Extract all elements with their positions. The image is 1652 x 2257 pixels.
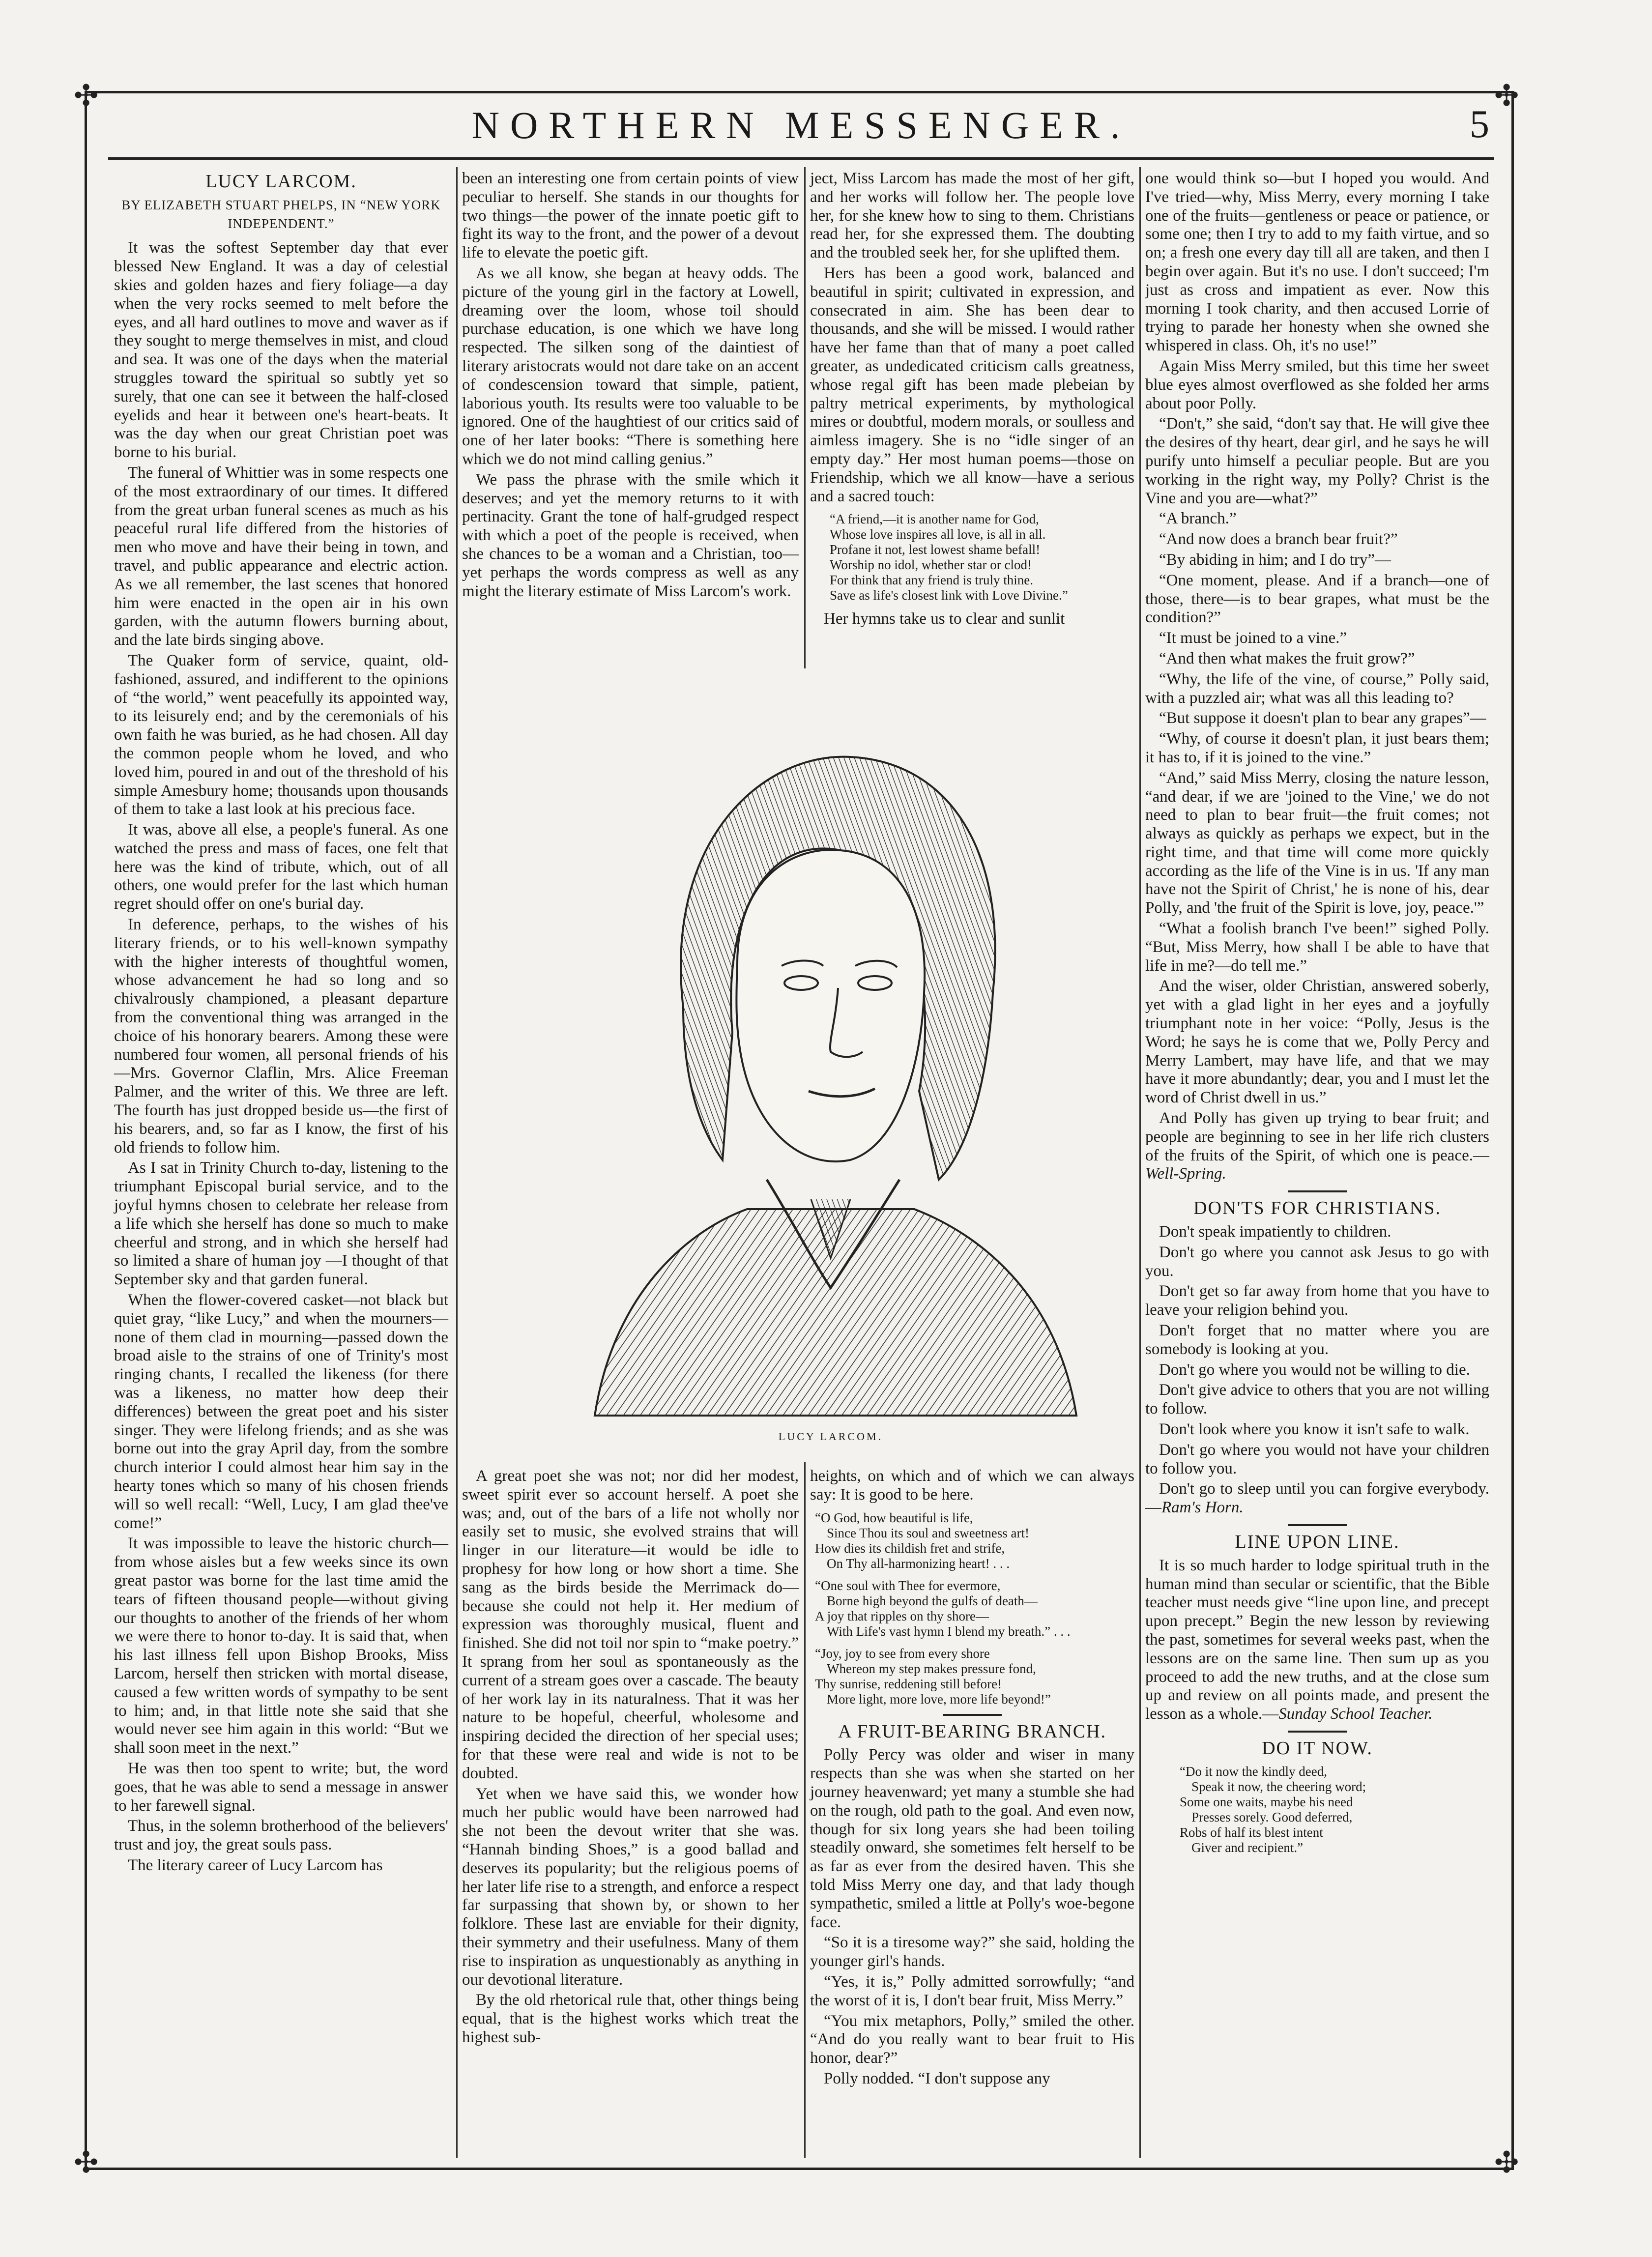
paragraph: It was the softest September day that ever blessed New England. It was a day of celestial skies and golden hazes and fiery foliage—a day when the very rocks seemed to melt before the eyes, and all hard outlines to move and waver as if they sought to merge themselves in mist, and cloud and sea. It was one of the days when the material struggles toward the spiritual so subtly yet so surely, that one can see it between the half-closed eyelids and hear it between one's heart-beats. It was the day when our great Christian poet was borne to his burial.	[114, 239, 448, 462]
article-continued-col2-top	[462, 170, 799, 603]
dont-item	[1145, 1480, 1489, 1517]
page-number: 5	[1470, 103, 1489, 146]
poem-line: With Life's vast hymn I blend my breath.” . . .	[827, 1623, 1071, 1639]
corner-ornament-top-right: ✣	[1494, 80, 1519, 112]
dont-item: Don't get so far away from home that you have to leave your religion behind you.	[1145, 1282, 1489, 1319]
paragraph: The Quaker form of service, quaint, old-fashioned, assured, and indifferent to the opinions of “the world,” went peacefully its appointed way, to its leisurely end; and by the ceremonials of his own faith he was buried, as he had chosen. All day the common people whom he loved, and who loved him, poured in and out of the threshold of his simple Amesbury home; thousands upon thousands of them to take a last look at his precious face.	[114, 651, 448, 818]
paragraph: As we all know, she began at heavy odds. The picture of the young girl in the factory at Lowell, dreaming over the loom, whose toil should purchase education, is one which we have long respected. The silken song of the daintiest of literary aristocrats would not dare take on an accent of condescension toward that simple, patient, laborious youth. Its results were too valuable to be ignored. One of the haughtiest of our critics said of one of her later books: “There is something here which we do not mind calling genius.”	[462, 264, 799, 468]
paragraph: ject, Miss Larcom has made the most of her gift, and her works will follow her. The people love her, for she knew how to sing to them. Christians read her, for she expressed them. The doubting and the troubled seek her, for she uplifted them.	[810, 170, 1134, 262]
paragraph: The literary career of Lucy Larcom has	[128, 1856, 383, 1874]
source-credit: Well-Spring.	[1145, 1165, 1226, 1183]
paragraph: Polly nodded. “I don't suppose any	[824, 2069, 1050, 2087]
col3-bottom	[810, 1467, 1134, 2090]
paragraph: The funeral of Whittier was in some respects one of the most extraordinary of our times. It differed from the great urban funeral scenes as much as his peaceful rural life differed from the histories of men who move and have their being in town, and travel, and public appearance and electric action. As we all remember, the last scenes that honored him were enacted in the open air in his own garden, with the autumn flowers burning about, and the late birds singing above.	[114, 463, 448, 649]
paragraph	[1145, 1557, 1489, 1724]
article-byline: BY ELIZABETH STUART PHELPS, IN “NEW YORK INDEPENDENT.”	[121, 197, 441, 231]
paragraph: been an interesting one from certain points of view peculiar to herself. She stands in our thoughts for two things—the power of the innate poetic gift to fight its way to the front, and the power of a devout life to elevate the poetic gift.	[462, 170, 799, 262]
do-it-now-poem	[1180, 1764, 1489, 1855]
dont-text: Don't go to sleep until you can forgive everybody.—	[1145, 1480, 1489, 1517]
poem-line: Robs of half its blest intent	[1180, 1824, 1323, 1840]
paragraph: Her hymns take us to clear and sunlit	[824, 610, 1065, 628]
poem-line: Whereon my step makes pressure fond,	[827, 1661, 1036, 1676]
poem-line: Speak it now, the cheering word;	[1191, 1779, 1366, 1794]
paragraph-text: And Polly has given up trying to bear fruit; and people are beginning to see in her life rich clusters of the fruits of the Spirit, of which one is peace.—	[1145, 1109, 1489, 1164]
poem-line: More light, more love, more life beyond!”	[827, 1691, 1051, 1707]
dont-item: Don't give advice to others that you are not willing to follow.	[1145, 1381, 1489, 1418]
donts-title: DON'TS FOR CHRISTIANS.	[1193, 1198, 1441, 1219]
corner-ornament-top-left: ✣	[74, 80, 99, 112]
paragraph-text: It is so much harder to lodge spiritual truth in the human mind than secular or scientific, that the Bible teacher must needs give “line upon line, and precept upon precept.” Begin the new lesson by reviewing the past, sometimes for several weeks past, when the lessons are on the same line. Then sum up as you proceed to add the new truths, and at the close sum up and review on all points made, and present the lesson as a whole.—	[1145, 1556, 1489, 1723]
poem-gap	[815, 1571, 1134, 1578]
story-title: A FRUIT-BEARING BRANCH.	[838, 1721, 1107, 1742]
section-divider	[1288, 1731, 1347, 1733]
column-rule-2-bottom	[804, 1462, 806, 2158]
paragraph: “And now does a branch bear fruit?”	[1159, 530, 1398, 549]
paragraph: Thus, in the solemn brotherhood of the believers' trust and joy, the great souls pass.	[114, 1817, 448, 1854]
paragraph: “You mix metaphors, Polly,” smiled the other. “And do you really want to bear fruit to His honor, dear?”	[810, 2012, 1134, 2067]
do-it-now-title: DO IT NOW.	[1262, 1737, 1373, 1759]
portrait-engraving	[536, 688, 1126, 1425]
paragraph: It was impossible to leave the historic church—from whose aisles but a few weeks since its own great pastor was borne for the last time amid the tears of fifteen thousand people—without giving our thoughts to another of the friends of her whom we were there to honor to-day. It is said that, when his last illness fell upon Bishop Brooks, Miss Larcom, herself then stricken with mortal disease, caused a few written words of sympathy to be sent to him; and, in that little note she said that she would never see him again in this world: “But we shall soon meet in the next.”	[114, 1534, 448, 1757]
column-rule-2-top	[804, 167, 806, 668]
paragraph: When the flower-covered casket—not black but quiet gray, “like Lucy,” and when the mourners—none of them clad in mourning—passed down the broad aisle to the strains of one of Trinity's most ringing chants, I recalled the likeness (for there was a likeness, no matter how deep their differences) between the great poet and his sister singer. They were lifelong friends; and as she was borne out into the gray April day, from the sombre church interior I could almost hear him say in the hearty tones which so many of his chosen friends will so well recall: “Well, Lucy, I am glad thee've come!”	[114, 1291, 448, 1532]
poem-line: Since Thou its soul and sweetness art!	[827, 1525, 1029, 1540]
corner-ornament-bottom-right: ✣	[1494, 2146, 1519, 2179]
article-lucy-larcom	[114, 170, 448, 1877]
portrait-caption: LUCY LARCOM.	[778, 1430, 883, 1443]
section-divider	[1288, 1190, 1347, 1192]
face	[736, 850, 925, 1161]
masthead-rule	[108, 157, 1494, 160]
paragraph: “Yes, it is,” Polly admitted sorrowfully; “and the worst of it is, I don't bear fruit, Miss Merry.”	[810, 1972, 1134, 2009]
dont-item: Don't forget that no matter where you are somebody is looking at you.	[1145, 1322, 1489, 1358]
paragraph: “Why, of course it doesn't plan, it just bears them; it has to, if it is joined to the vine.”	[1145, 730, 1489, 766]
paragraph: Yet when we have said this, we wonder how much her public would have been narrowed had she not been the devout writer that she was. “Hannah binding Shoes,” is a good ballad and deserves its popularity; but the religious poems of her later life rise to a strength, and enforce a respect far surpassing that shown by, or shown to her folklore. These last are enviable for their dignity, their symmetry and their usefulness. Many of them rise to inspiration as unquestionably as anything in our devotional literature.	[462, 1785, 799, 1989]
poem-line: A joy that ripples on thy shore—	[815, 1608, 989, 1623]
paragraph: It was, above all else, a people's funeral. As one watched the press and mass of faces, one felt that here was the kind of tribute, which, out of all others, one would prefer for the last which human regret should offer on one's burial day.	[114, 821, 448, 913]
poem-line: For think that any friend is truly thine.	[830, 573, 1033, 588]
paragraph: “So it is a tiresome way?” she said, holding the younger girl's hands.	[810, 1934, 1134, 1970]
column-rule-1	[456, 167, 458, 2158]
dont-item: Don't look where you know it isn't safe to walk.	[1159, 1420, 1470, 1438]
paragraph: As I sat in Trinity Church to-day, listening to the triumphant Episcopal burial service, and to the joyful hymns chosen to celebrate her release from a life which she herself has done so much to make cheerful and strong, and in which she herself had so limited a share of human joy —I thought of that September sky and that garden funeral.	[114, 1159, 448, 1289]
paragraph: Polly Percy was older and wiser in many respects than she was when she started on her journey heavenward; yet many a stumble she had on the rough, old path to the goal. And even now, though for six long years she had been toiling steadily onward, she sometimes felt herself to be as far as ever from the desired haven. This she told Miss Merry one day, and that lady though sympathetic, smiled a little at Polly's woe-begone face.	[810, 1746, 1134, 1931]
paragraph: He was then too spent to write; but, the word goes, that he was able to send a message in answer to her farewell signal.	[114, 1759, 448, 1815]
newspaper-title: NORTHERN MESSENGER.	[471, 104, 1131, 146]
poem-line: Giver and recipient.”	[1191, 1840, 1304, 1855]
dont-item: Don't go where you would not have your children to follow you.	[1145, 1441, 1489, 1477]
column-rule-3	[1139, 167, 1141, 2158]
article-title: LUCY LARCOM.	[205, 171, 357, 192]
paragraph	[1145, 1109, 1489, 1184]
paragraph: “And,” said Miss Merry, closing the nature lesson, “and dear, if we are 'joined to the Vine,' we do not need to plan to bear fruit—the fruit comes; not always as quickly as perhaps we expect, but in the right time, and that time will come more quickly according as the life of the Vine is in us. 'If any man have not the Spirit of Christ,' he is none of his, dear Polly, and 'the fruit of the Spirit is love, joy, peace.'”	[1145, 769, 1489, 917]
paragraph: “Don't,” she said, “don't say that. He will give thee the desires of thy heart, dear girl, and he says he will purify unto himself a peculiar people. But are you working in the right way, my Polly? Christ is the Vine and you are—what?”	[1145, 415, 1489, 507]
article-continued-col2-bottom	[462, 1467, 799, 2049]
dont-item: Don't go where you cannot ask Jesus to go with you.	[1145, 1243, 1489, 1280]
paragraph: “What a foolish branch I've been!” sighed Polly. “But, Miss Merry, how shall I be able to have that life in me?—do tell me.”	[1145, 920, 1489, 975]
poem-line: “O God, how beautiful is life,	[815, 1510, 973, 1525]
poem-line: Some one waits, maybe his need	[1180, 1794, 1353, 1809]
paragraph: “By abiding in him; and I do try”—	[1159, 550, 1391, 569]
poem-gap	[815, 1639, 1134, 1646]
poem-line: “Joy, joy to see from every shore	[815, 1646, 990, 1661]
paragraph: By the old rhetorical rule that, other things being equal, that is the highest works which treat the highest sub-	[462, 1991, 799, 2046]
line-upon-line-title: LINE UPON LINE.	[1235, 1531, 1400, 1552]
friendship-poem	[830, 512, 1134, 603]
paragraph: A great poet she was not; nor did her modest, sweet spirit ever so account herself. A poet she was; and, out of the bars of a life not wholly nor easily set to music, she evolved strains that will linger in our literature—it would be idle to prophesy for how long or how short a time. She sang as the birds beside the Merrimack do—because she could not help it. Her medium of expression was thoroughly musical, fluent and finished. She did not toil nor spin to “make poetry.” It sprang from her soul as spontaneously as the current of a stream goes over a cascade. The beauty of her work lay in its naturalness. That it was her nature to be hopeful, cheerful, wholesome and inspiring decided the direction of her special uses; for that these were real and wide is not to be doubted.	[462, 1467, 799, 1782]
paragraph: Again Miss Merry smiled, but this time her sweet blue eyes almost overflowed as she folded her arms about poor Polly.	[1145, 357, 1489, 412]
masthead	[98, 98, 1504, 147]
paragraph: “A branch.”	[1159, 510, 1237, 528]
poem-line: Profane it not, lest lowest shame befall!	[830, 542, 1041, 557]
section-divider	[943, 1714, 1002, 1716]
poem-line: Save as life's closest link with Love Divine.”	[830, 588, 1068, 603]
paragraph: “And then what makes the fruit grow?”	[1159, 649, 1415, 667]
col4	[1145, 170, 1489, 1862]
poem-line: “One soul with Thee for evermore,	[815, 1578, 1001, 1593]
paragraph: “It must be joined to a vine.”	[1159, 629, 1347, 647]
poem-line: How dies its childish fret and strife,	[815, 1540, 1005, 1556]
corner-ornament-bottom-left: ✣	[74, 2146, 99, 2179]
paragraph: And the wiser, older Christian, answered soberly, yet with a glad light in her eyes and a joyfully triumphant note in her voice: “Polly, Jesus is the Word; he says he is come that we, Polly Percy and Merry Lambert, may have life, and that we may have it more abundantly; dear, you and I must let the word of Christ dwell in us.”	[1145, 977, 1489, 1107]
paragraph: In deference, perhaps, to the wishes of his literary friends, or to his well-known sympathy with the higher interests of thoughtful women, whose advancement he had so long and so chivalrously championed, a pleasant departure from the conventional thing was arranged in the choice of his honorary bearers. Among these were numbered four women, all personal friends of his—Mrs. Governor Claflin, Mrs. Alice Freeman Palmer, and the writer of this. We three are left. The fourth has just dropped beside us—the first of his bearers, and, so far as I know, the first of his old friends to follow him.	[114, 916, 448, 1157]
paragraph: “One moment, please. And if a branch—one of those, there—is to bear grapes, what must be the condition?”	[1145, 571, 1489, 627]
paragraph: Hers has been a good work, balanced and beautiful in spirit; cultivated in expression, and consecrated in aim. She has been dear to thousands, and she will be missed. I would rather have her fame than that of many a poet called greater, as undedicated criticism calls greatness, whose regal gift has been made plebeian by paltry metrical experiments, by mythological mires or doubtful, modern morals, or soulless and aimless imagery. She is no “idle singer of an empty day.” Her most human poems—those on Friendship, which we all know—have a serious and a sacred touch:	[810, 264, 1134, 505]
dont-item: Don't speak impatiently to children.	[1159, 1223, 1391, 1241]
source-credit: Ram's Horn.	[1161, 1499, 1244, 1517]
poem-line: Presses sorely. Good deferred,	[1191, 1809, 1353, 1824]
poem-line: Borne high beyond the gulfs of death—	[827, 1593, 1038, 1608]
poem-line: Worship no idol, whether star or clod!	[830, 557, 1032, 573]
dont-item: Don't go where you would not be willing to die.	[1159, 1360, 1470, 1379]
poem-line: “Do it now the kindly deed,	[1180, 1764, 1327, 1779]
paragraph: We pass the phrase with the smile which it deserves; and yet the memory returns to it with pertinacity. Grant the tone of half-grudged respect with which a poet of the people is received, when she chances to be a woman and a Christian, too—yet perhaps the words compress as well as any might the literary estimate of Miss Larcom's work.	[462, 470, 799, 600]
poem-line: Thy sunrise, reddening still before!	[815, 1676, 1002, 1691]
hymn-poem	[815, 1510, 1134, 1707]
article-continued-col3-top	[810, 170, 1134, 631]
paragraph: heights, on which and of which we can always say: It is good to be here.	[810, 1467, 1134, 1504]
poem-line: Whose love inspires all love, is all in all.	[830, 527, 1046, 542]
section-divider	[1288, 1524, 1347, 1526]
source-credit: Sunday School Teacher.	[1278, 1705, 1433, 1723]
paragraph: “But suppose it doesn't plan to bear any grapes”—	[1159, 709, 1486, 727]
paragraph: one would think so—but I hoped you would. And I've tried—why, Miss Merry, every morning I take one of the fruits—gentleness or peace or patience, or some one; then I try to add to my faith virtue, and so on; a fresh one every day till all are taken, and then I begin over again. But it's no use. I don't succeed; I'm just as cross and impatient as ever. Now this morning I took charity, and then accused Lorrie of trying to parade her honesty when she owned she whispered in class. Oh, it's no use!”	[1145, 170, 1489, 355]
poem-line: On Thy all-harmonizing heart! . . .	[827, 1556, 1010, 1571]
paragraph: “Why, the life of the vine, of course,” Polly said, with a puzzled air; what was all this leading to?	[1145, 670, 1489, 707]
poem-line: “A friend,—it is another name for God,	[830, 512, 1039, 527]
